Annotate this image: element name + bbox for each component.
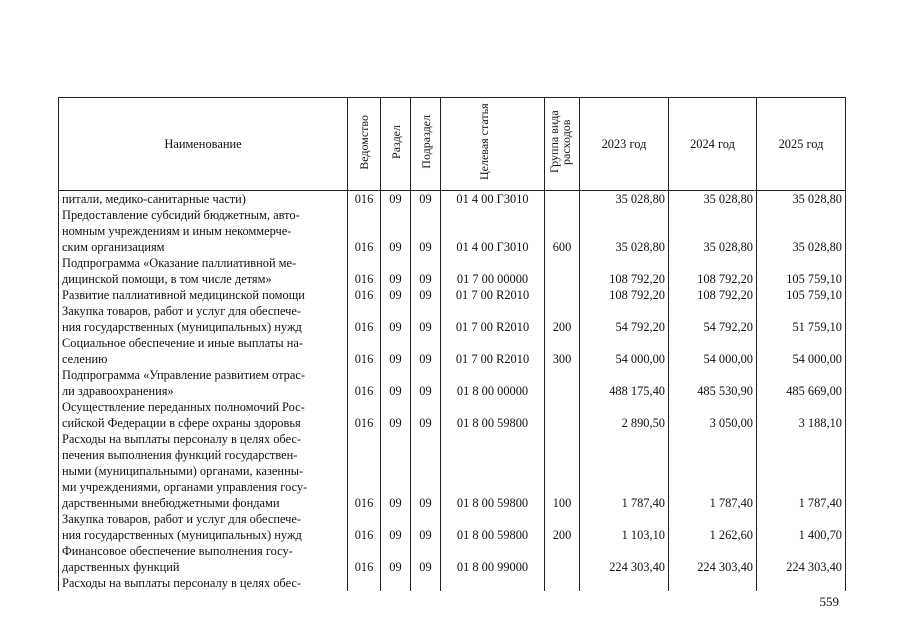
table-row [59, 367, 846, 399]
row-name [59, 191, 348, 208]
table-row [59, 575, 846, 591]
row-value-2024: 35 028,80 [669, 191, 757, 208]
row-expense-group [545, 575, 580, 591]
row-name-line: номным учреждениям и иным некоммерче- [62, 224, 292, 238]
row-value-2024: 3 050,00 [669, 399, 757, 431]
row-value-2023 [580, 575, 669, 591]
row-value-2025: 3 188,10 [757, 399, 846, 431]
row-name-line: Расходы на выплаты персоналу в целях обес- [62, 432, 302, 446]
row-value-2023: 54 792,20 [580, 303, 669, 335]
table-row [59, 191, 846, 208]
row-value-2023: 2 890,50 [580, 399, 669, 431]
row-value-2025: 105 759,10 [757, 287, 846, 303]
table-row [59, 207, 846, 255]
col-header-name: Наименование [59, 98, 348, 191]
row-name [59, 335, 348, 367]
row-target-article: 01 4 00 Г3010 [441, 207, 545, 255]
table-row [59, 335, 846, 367]
row-name-line: селению [62, 352, 108, 366]
row-department: 016 [348, 207, 381, 255]
row-name-line: Развитие паллиативной медицинской помощи [62, 288, 305, 302]
row-section: 09 [381, 399, 411, 431]
row-target-article: 01 7 00 R2010 [441, 303, 545, 335]
row-name-line: ными (муниципальными) органами, казенны- [62, 464, 304, 478]
row-name [59, 511, 348, 543]
row-value-2024: 54 000,00 [669, 335, 757, 367]
row-target-article: 01 7 00 R2010 [441, 287, 545, 303]
row-name-line: ли здравоохранения» [62, 384, 174, 398]
row-department [348, 575, 381, 591]
row-name [59, 207, 348, 255]
row-expense-group: 100 [545, 431, 580, 511]
row-subsection: 09 [411, 399, 441, 431]
row-section: 09 [381, 207, 411, 255]
table-row [59, 431, 846, 511]
row-name-line: Осуществление переданных полномочий Рос- [62, 400, 305, 414]
col-header-section: Раздел [381, 98, 411, 191]
row-value-2023: 1 787,40 [580, 431, 669, 511]
row-name-line: Закупка товаров, работ и услуг для обеспече- [62, 512, 302, 526]
row-target-article [441, 575, 545, 591]
row-subsection: 09 [411, 431, 441, 511]
row-subsection: 09 [411, 303, 441, 335]
row-department: 016 [348, 431, 381, 511]
row-value-2025: 224 303,40 [757, 543, 846, 575]
row-section: 09 [381, 367, 411, 399]
row-name-line: дарственными внебюджетными фондами [62, 496, 280, 510]
col-header-2024: 2024 год [669, 98, 757, 191]
row-value-2024: 54 792,20 [669, 303, 757, 335]
row-name-line: дарственных функций [62, 560, 180, 574]
table-row [59, 511, 846, 543]
row-target-article: 01 8 00 99000 [441, 543, 545, 575]
row-target-article: 01 8 00 00000 [441, 367, 545, 399]
row-name-line: Подпрограмма «Управление развитием отрас- [62, 368, 305, 382]
table-row [59, 543, 846, 575]
row-name [59, 287, 348, 303]
row-target-article: 01 8 00 59800 [441, 431, 545, 511]
row-value-2023: 35 028,80 [580, 191, 669, 208]
row-value-2024: 35 028,80 [669, 207, 757, 255]
row-value-2025: 51 759,10 [757, 303, 846, 335]
row-value-2023: 224 303,40 [580, 543, 669, 575]
row-name-line: питали, медико-санитарные части) [62, 192, 246, 206]
row-value-2025: 485 669,00 [757, 367, 846, 399]
row-value-2023: 1 103,10 [580, 511, 669, 543]
row-subsection: 09 [411, 543, 441, 575]
col-header-department: Ведомство [348, 98, 381, 191]
table-body [59, 191, 846, 592]
row-target-article: 01 8 00 59800 [441, 399, 545, 431]
row-name [59, 543, 348, 575]
row-name-line: ским организациям [62, 240, 165, 254]
row-name-line: Подпрограмма «Оказание паллиативной ме- [62, 256, 297, 270]
row-name-line: Социальное обеспечение и иные выплаты на- [62, 336, 303, 350]
row-value-2025: 105 759,10 [757, 255, 846, 287]
row-subsection: 09 [411, 511, 441, 543]
row-subsection: 09 [411, 207, 441, 255]
row-value-2024: 108 792,20 [669, 255, 757, 287]
row-section: 09 [381, 335, 411, 367]
row-value-2024 [669, 575, 757, 591]
row-section: 09 [381, 303, 411, 335]
table-row [59, 287, 846, 303]
row-value-2025: 1 787,40 [757, 431, 846, 511]
row-expense-group [545, 399, 580, 431]
table-row [59, 255, 846, 287]
row-expense-group [545, 367, 580, 399]
row-department: 016 [348, 399, 381, 431]
row-section: 09 [381, 255, 411, 287]
row-name-line: ми учреждениями, органами управления госу- [62, 480, 308, 494]
row-department: 016 [348, 303, 381, 335]
col-header-target-article: Целевая статья [441, 98, 545, 191]
row-department: 016 [348, 191, 381, 208]
row-value-2024: 224 303,40 [669, 543, 757, 575]
row-department: 016 [348, 335, 381, 367]
col-header-subsection: Подраздел [411, 98, 441, 191]
row-value-2024: 108 792,20 [669, 287, 757, 303]
row-target-article: 01 7 00 R2010 [441, 335, 545, 367]
table-row [59, 303, 846, 335]
page-number: 559 [819, 594, 839, 609]
row-department: 016 [348, 255, 381, 287]
row-name-line: печения выполнения функций государствен- [62, 448, 298, 462]
row-expense-group: 300 [545, 335, 580, 367]
row-section: 09 [381, 191, 411, 208]
budget-table [58, 97, 846, 591]
row-value-2023: 35 028,80 [580, 207, 669, 255]
row-expense-group: 200 [545, 303, 580, 335]
row-name-line: ния государственных (муниципальных) нужд [62, 320, 302, 334]
row-name-line: ния государственных (муниципальных) нужд [62, 528, 302, 542]
row-subsection: 09 [411, 287, 441, 303]
row-subsection [411, 575, 441, 591]
row-section: 09 [381, 511, 411, 543]
row-value-2025: 1 400,70 [757, 511, 846, 543]
row-name-line: Предоставление субсидий бюджетным, авто- [62, 208, 300, 222]
row-value-2025: 35 028,80 [757, 207, 846, 255]
row-department: 016 [348, 511, 381, 543]
row-name [59, 431, 348, 511]
row-section [381, 575, 411, 591]
row-department: 016 [348, 287, 381, 303]
row-value-2024: 1 262,60 [669, 511, 757, 543]
col-header-2025: 2025 год [757, 98, 846, 191]
row-subsection: 09 [411, 367, 441, 399]
row-name [59, 367, 348, 399]
row-target-article: 01 4 00 Г3010 [441, 191, 545, 208]
col-header-expense-group: Группа вида расходов [545, 98, 580, 191]
row-subsection: 09 [411, 335, 441, 367]
row-value-2025: 35 028,80 [757, 191, 846, 208]
row-expense-group [545, 543, 580, 575]
row-name [59, 255, 348, 287]
row-department: 016 [348, 367, 381, 399]
row-name-line: Расходы на выплаты персоналу в целях обес- [62, 576, 302, 590]
row-expense-group: 200 [545, 511, 580, 543]
row-target-article: 01 8 00 59800 [441, 511, 545, 543]
row-name-line: сийской Федерации в сфере охраны здоровья [62, 416, 301, 430]
row-department: 016 [348, 543, 381, 575]
table-header-row [59, 98, 846, 191]
row-value-2023: 108 792,20 [580, 287, 669, 303]
row-name-line: Финансовое обеспечение выполнения госу- [62, 544, 293, 558]
row-value-2025: 54 000,00 [757, 335, 846, 367]
row-expense-group [545, 287, 580, 303]
table-row [59, 399, 846, 431]
row-expense-group: 600 [545, 207, 580, 255]
row-section: 09 [381, 543, 411, 575]
row-name [59, 575, 348, 591]
row-value-2025 [757, 575, 846, 591]
row-section: 09 [381, 431, 411, 511]
row-subsection: 09 [411, 255, 441, 287]
row-name-line: Закупка товаров, работ и услуг для обеспече- [62, 304, 302, 318]
row-expense-group [545, 255, 580, 287]
row-name [59, 399, 348, 431]
row-name-line: дицинской помощи, в том числе детям» [62, 272, 272, 286]
row-value-2023: 488 175,40 [580, 367, 669, 399]
row-target-article: 01 7 00 00000 [441, 255, 545, 287]
col-header-2023: 2023 год [580, 98, 669, 191]
row-value-2024: 1 787,40 [669, 431, 757, 511]
row-name [59, 303, 348, 335]
row-section: 09 [381, 287, 411, 303]
row-subsection: 09 [411, 191, 441, 208]
row-value-2023: 108 792,20 [580, 255, 669, 287]
row-value-2023: 54 000,00 [580, 335, 669, 367]
row-expense-group [545, 191, 580, 208]
row-value-2024: 485 530,90 [669, 367, 757, 399]
